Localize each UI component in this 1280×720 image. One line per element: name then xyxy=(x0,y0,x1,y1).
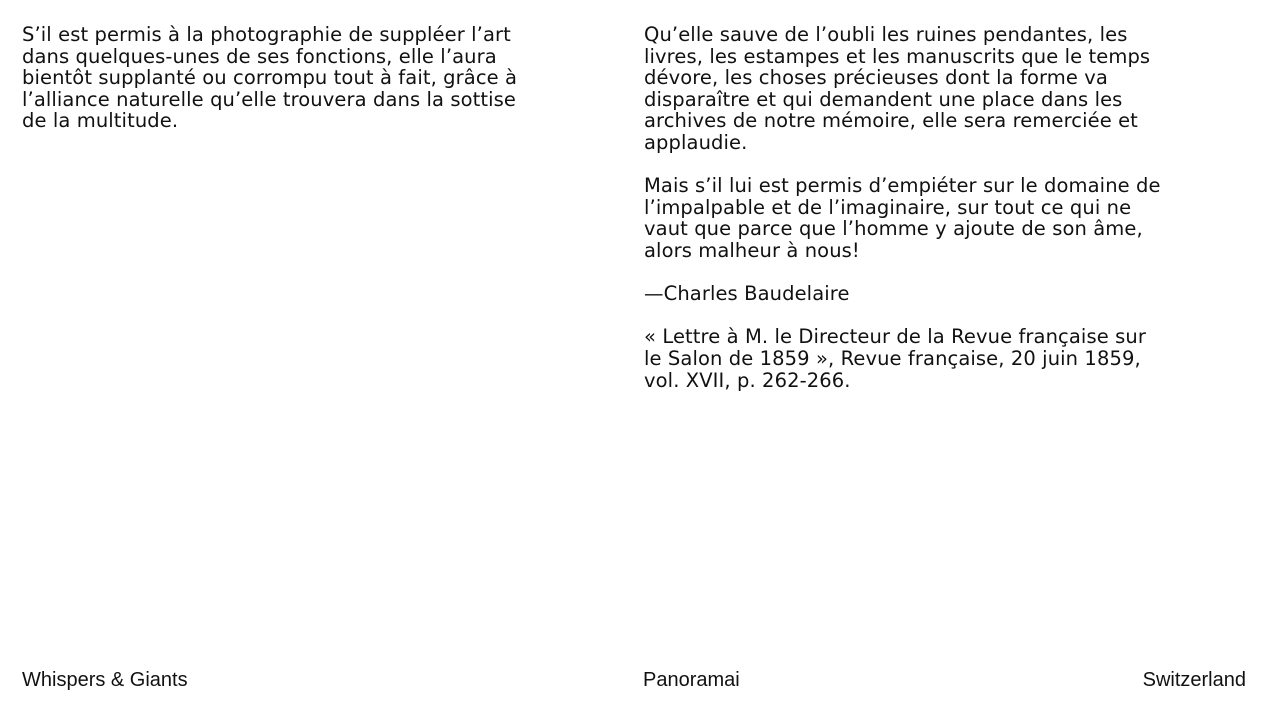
footer-link-switzerland[interactable]: Switzerland xyxy=(1142,669,1246,691)
quote-paragraph-2: Mais s’il lui est permis d’empiéter sur le domaine de l’impalpable et de l’imaginaire, sur tout ce qui ne vaut que parce que l’homme y ajoute de son âme, alors malheur à nous! xyxy=(644,174,1161,262)
right-text-column xyxy=(644,24,1164,413)
footer-link-whispers-giants[interactable]: Whispers & Giants xyxy=(22,669,188,691)
footer-left xyxy=(22,668,188,692)
footer-right xyxy=(1143,668,1246,692)
left-text-column xyxy=(22,24,542,154)
intro-paragraph: S’il est permis à la photographie de suppléer l’art dans quelques-unes de ses fonctions, elle l’aura bientôt supplanté ou corrompu tout à fait, grâce à l’alliance naturelle qu’elle trouvera dans la sottise de la multitude. xyxy=(22,23,518,133)
footer-link-panoramai[interactable]: Panoramai xyxy=(643,669,740,691)
quote-source: « Lettre à M. le Directeur de la Revue française sur le Salon de 1859 », Revue française, 20 juin 1859, vol. XVII, p. 262-266. xyxy=(644,325,1146,392)
quote-paragraph-1: Qu’elle sauve de l’oubli les ruines pendantes, les livres, les estampes et les manuscrits que le temps dévore, les choses précieuses dont la forme va disparaître et qui demandent une place dans les archives de notre mémoire, elle sera remerciée et applaudie. xyxy=(644,23,1151,154)
footer-center xyxy=(643,668,740,692)
quote-author: —Charles Baudelaire xyxy=(644,282,850,306)
